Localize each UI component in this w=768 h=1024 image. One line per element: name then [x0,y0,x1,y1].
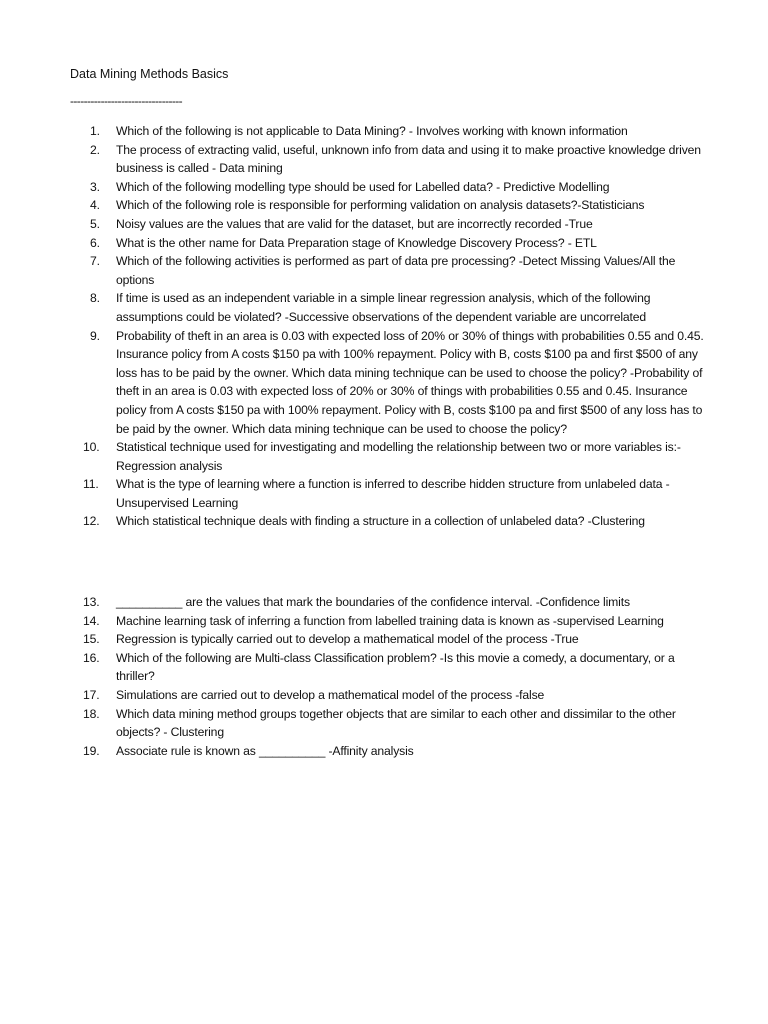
question-item-8 [70,289,710,326]
question-item-18 [70,705,710,742]
question-text: Probability of theft in an area is 0.03 with expected loss of 20% or 30% of things with probabilities 0.55 and 0.45. Insurance policy from A costs $150 pa with 100% repayment. Policy with B, costs $100 pa and first $500 of any loss has to be paid by the owner. Which data mining technique can be used to choose the policy? -Probability of theft in an area is 0.03 with expected loss of 20% or 30% of things with probabilities 0.55 and 0.45. Insurance policy from A costs $150 pa with 100% repayment. Policy with B, costs $100 pa and first $500 of any loss has to be paid by the owner. Which data mining technique can be used to choose the policy? [116,328,704,436]
question-item-14 [70,612,710,631]
question-number: 14. [83,613,100,628]
question-number: 16. [83,650,100,665]
question-text: Associate rule is known as __________ -Affinity analysis [116,743,414,758]
question-item-2 [70,141,710,178]
question-number: 9. [90,328,100,343]
question-item-6 [70,234,710,253]
question-number: 1. [90,124,100,138]
question-item-7 [70,252,710,289]
question-text: Which of the following is not applicable to Data Mining? - Involves working with known information [116,124,628,138]
question-number: 7. [90,254,100,269]
question-number: 8. [90,291,100,306]
question-number: 4. [90,198,100,213]
question-item-5 [70,215,710,234]
question-text: Which statistical technique deals with finding a structure in a collection of unlabeled data? -Clustering [116,514,645,529]
question-text: Which of the following role is responsible for performing validation on analysis datasets?-Statisticians [116,198,645,213]
question-list-part-2 [70,593,710,760]
question-text: Which of the following activities is performed as part of data pre processing? -Detect Missing Values/All the options [116,254,676,287]
question-number: 5. [90,216,100,231]
question-item-9 [70,327,710,439]
question-item-1 [70,122,710,141]
question-number: 3. [90,179,100,194]
question-item-3 [70,178,710,197]
question-text: What is the other name for Data Preparation stage of Knowledge Discovery Process? - ETL [116,235,597,250]
question-text: Which of the following are Multi-class Classification problem? -Is this movie a comedy, a documentary, or a thriller? [116,650,675,684]
title-divider: --------------------------------- [70,94,183,108]
question-number: 18. [83,706,100,721]
question-text: Regression is typically carried out to develop a mathematical model of the process -True [116,632,579,647]
question-text: __________ are the values that mark the boundaries of the confidence interval. -Confidence limits [116,595,630,609]
question-text: If time is used as an independent variable in a simple linear regression analysis, which of the following assumptions could be violated? -Successive observations of the dependent variable are uncorrelated [116,291,651,324]
question-number: 17. [83,687,100,702]
question-text: Statistical technique used for investigating and modelling the relationship between two or more variables is:- Regression analysis [116,440,681,473]
question-list-part-1 [70,122,710,531]
question-text: What is the type of learning where a function is inferred to describe hidden structure from unlabeled data -Unsupervised Learning [116,477,670,510]
question-text: Which of the following modelling type should be used for Labelled data? - Predictive Modelling [116,179,610,194]
question-number: 11. [83,477,99,492]
question-number: 2. [90,142,100,157]
question-text: The process of extracting valid, useful, unknown info from data and using it to make proactive knowledge driven business is called - Data mining [116,142,701,176]
question-number: 19. [83,743,100,758]
question-item-13 [70,593,710,612]
question-number: 13. [83,595,100,609]
document-title: Data Mining Methods Basics [70,67,229,81]
question-item-10 [70,438,710,475]
question-text: Simulations are carried out to develop a mathematical model of the process -false [116,687,545,702]
question-number: 15. [83,632,100,647]
question-text: Machine learning task of inferring a function from labelled training data is known as -supervised Learning [116,613,664,628]
question-text: Which data mining method groups together objects that are similar to each other and dissimilar to the other objects? - Clustering [116,706,676,740]
question-item-4 [70,196,710,215]
question-item-12 [70,512,710,531]
question-item-19 [70,742,710,761]
question-item-11 [70,475,710,512]
question-item-15 [70,630,710,649]
question-item-16 [70,649,710,686]
question-number: 12. [83,514,100,529]
question-number: 10. [83,440,100,455]
question-text: Noisy values are the values that are valid for the dataset, but are incorrectly recorded -True [116,216,593,231]
question-number: 6. [90,235,100,250]
question-item-17 [70,686,710,705]
